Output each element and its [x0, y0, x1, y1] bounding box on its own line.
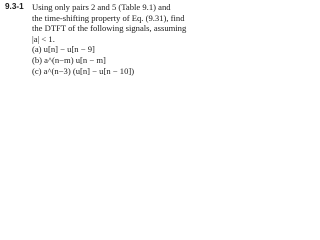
textbook-excerpt [0, 0, 200, 76]
statement-line-3: the DTFT of the following signals, assuming [32, 23, 187, 34]
subproblem-b: (b) a^(n−m) u[n − m] [32, 54, 106, 65]
statement-line-2: the time-shifting property of Eq. (9.31), find [32, 12, 185, 23]
statement-line-1: Using only pairs 2 and 5 (Table 9.1) and [32, 2, 171, 12]
subproblem-c: (c) a^(n−3) (u[n] − u[n − 10]) [32, 65, 135, 76]
statement-line-4: |a| < 1. [32, 33, 55, 44]
problem-number: 9.3-1 [5, 2, 24, 11]
subproblem-a: (a) u[n] − u[n − 9] [32, 44, 95, 55]
problem-statement [32, 2, 198, 76]
